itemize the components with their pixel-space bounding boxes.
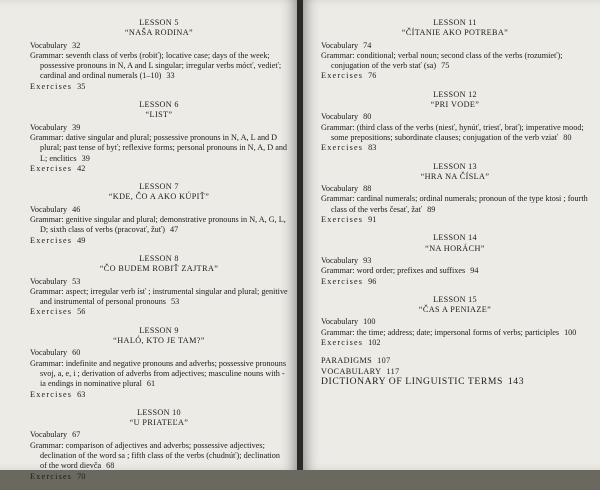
grammar-page: 33 xyxy=(166,71,175,81)
lesson-title: “HALÓ, KTO JE TAM?” xyxy=(113,336,205,346)
lesson-heading: LESSON 7 xyxy=(139,182,179,192)
lesson-title: “ČAS A PENIAZE” xyxy=(418,305,492,315)
vocabulary-page: 39 xyxy=(72,122,81,132)
lesson-heading: LESSON 14 xyxy=(433,233,477,243)
vocabulary-label: Vocabulary xyxy=(30,122,68,132)
vocabulary-line xyxy=(30,41,288,51)
lesson-heading: LESSON 11 xyxy=(433,18,477,27)
vocabulary-line xyxy=(321,41,589,51)
lesson-15-entry xyxy=(321,295,589,348)
grammar-text: Grammar: dative singular and plural; possessive pronouns in N, A, L and D plural; past tense of byť; reflexive forms; personal pronouns in N, A, D and L; enclitics xyxy=(30,132,288,163)
vocabulary-line xyxy=(30,277,288,287)
vocabulary-page: 32 xyxy=(72,40,81,50)
exercises-line xyxy=(321,338,589,348)
vocabulary-page: 100 xyxy=(363,317,376,327)
exercises-page: 35 xyxy=(77,81,86,91)
exercises-line xyxy=(30,164,288,174)
grammar-line xyxy=(30,359,288,390)
lesson-title: “U PRIATEĽA” xyxy=(129,418,189,428)
left-contents-column xyxy=(30,18,288,490)
vocabulary-line xyxy=(30,348,288,358)
exercises-label: Exercises xyxy=(30,307,73,317)
vocabulary-page: 53 xyxy=(72,276,81,286)
vocabulary-label: Vocabulary xyxy=(30,204,68,214)
exercises-line xyxy=(321,143,589,153)
lesson-6-entry xyxy=(30,100,288,174)
vocabulary-label: Vocabulary xyxy=(321,112,359,122)
back-matter xyxy=(321,356,589,387)
lesson-11-entry xyxy=(321,18,589,82)
lesson-title: “LIST” xyxy=(145,110,173,120)
lesson-title: “PRI VODE” xyxy=(430,100,480,110)
grammar-text: Grammar: cardinal numerals; ordinal numerals; pronoun of the type ktosi ; fourth class of the verbs česať, žať xyxy=(321,194,588,214)
lesson-heading: LESSON 12 xyxy=(433,89,477,99)
exercises-page: 56 xyxy=(77,307,86,317)
exercises-label: Exercises xyxy=(321,276,364,286)
exercises-page: 63 xyxy=(77,389,86,399)
lesson-14-entry xyxy=(321,233,589,286)
grammar-text: Grammar: seventh class of verbs (robiť); locative case; days of the week; possessive pronouns in N, A and L singular; irregular verbs mócť, vedieť; cardinal and ordinal numerals (1–10) xyxy=(30,50,282,81)
exercises-line xyxy=(30,307,288,317)
exercises-label: Exercises xyxy=(30,389,73,399)
exercises-page: 49 xyxy=(77,235,86,245)
lesson-heading: LESSON 15 xyxy=(433,294,477,304)
exercises-line xyxy=(321,277,589,287)
dictionary-label: DICTIONARY OF LINGUISTIC TERMS xyxy=(321,375,503,387)
vocabulary-line xyxy=(30,430,288,440)
exercises-page: 76 xyxy=(368,71,377,81)
vocabulary-line xyxy=(321,256,589,266)
lesson-title: “ČO BUDEM ROBIŤ ZAJTRA” xyxy=(99,264,219,274)
grammar-page: 89 xyxy=(427,204,436,214)
grammar-line xyxy=(321,328,589,338)
grammar-line xyxy=(321,266,589,276)
vocabulary-label: Vocabulary xyxy=(30,40,68,50)
grammar-page: 100 xyxy=(564,327,577,337)
grammar-page: 61 xyxy=(146,379,156,389)
grammar-line xyxy=(321,123,589,144)
grammar-text: Grammar: indefinite and negative pronouns and adverbs; possessive pronouns svoj, a, e, i ; derivation of adverbs from adjectives; masculine nouns with -ia endings in nominative plural xyxy=(30,358,287,389)
grammar-text: Grammar: conditional; verbal noun; second class of the verbs (rozumieť); conjugation of the verb stať (sa) xyxy=(321,50,563,71)
vocabulary-page: 74 xyxy=(363,40,372,50)
grammar-page: 68 xyxy=(106,461,115,471)
lesson-heading: LESSON 13 xyxy=(433,161,477,171)
exercises-page: 96 xyxy=(368,276,377,286)
vocabulary-label: Vocabulary xyxy=(321,40,359,50)
vocabulary-label: Vocabulary xyxy=(30,276,68,286)
grammar-line xyxy=(321,51,589,72)
exercises-page: 102 xyxy=(368,338,381,348)
vocabulary-page: 67 xyxy=(72,430,81,440)
dictionary-page: 143 xyxy=(507,375,525,387)
grammar-text: Grammar: aspect; irregular verb ísť ; instrumental singular and plural; genitive and instrumental of personal pronouns xyxy=(30,286,288,307)
grammar-line xyxy=(30,215,288,236)
vocabulary-section-label: VOCABULARY xyxy=(321,366,382,376)
right-contents-column xyxy=(321,18,589,387)
lesson-title: “ČÍTANIE AKO POTREBA” xyxy=(401,28,509,38)
exercises-line xyxy=(30,472,288,482)
lesson-12-entry xyxy=(321,90,589,154)
grammar-text: Grammar: word order; prefixes and suffixes xyxy=(321,266,466,276)
lesson-13-entry xyxy=(321,162,589,226)
lesson-title: “KDE, ČO A AKO KÚPIŤ” xyxy=(108,192,210,202)
exercises-label: Exercises xyxy=(30,163,73,173)
exercises-line xyxy=(321,215,589,225)
lesson-title: “NA HORÁCH” xyxy=(425,243,485,253)
grammar-line xyxy=(321,194,589,215)
exercises-line xyxy=(30,236,288,246)
exercises-label: Exercises xyxy=(321,215,364,225)
grammar-text: Grammar: comparison of adjectives and adverbs; possessive adjectives; declination of the word sa ; fifth class of the verbs (chudnúť); declination of the word dievča xyxy=(30,440,280,471)
grammar-line xyxy=(30,133,288,164)
lesson-10-entry xyxy=(30,408,288,482)
exercises-line xyxy=(321,71,589,81)
lesson-title: “NAŠA RODINA” xyxy=(124,28,194,38)
vocabulary-section-page: 117 xyxy=(386,366,400,376)
exercises-line xyxy=(30,82,288,92)
grammar-text: Grammar: genitive singular and plural; demonstrative pronouns in N, A, G, L, D; sixth class of verbs (pracovať, žuť) xyxy=(30,215,286,235)
dictionary-line xyxy=(321,377,589,387)
vocabulary-line xyxy=(321,317,589,327)
right-page xyxy=(303,0,600,470)
vocabulary-label: Vocabulary xyxy=(321,255,359,265)
lesson-heading: LESSON 5 xyxy=(139,18,179,27)
grammar-page: 47 xyxy=(170,225,179,235)
paradigms-page: 107 xyxy=(377,356,391,366)
grammar-page: 75 xyxy=(441,61,450,71)
grammar-line xyxy=(30,51,288,82)
grammar-text: Grammar: (third class of the verbs (niesť, hynúť, triesť, brať); imperative mood; some prepositions; subordinate clauses; conjugation of the verb vziať xyxy=(321,122,584,142)
grammar-page: 94 xyxy=(470,266,479,276)
exercises-label: Exercises xyxy=(321,338,364,348)
lesson-heading: LESSON 8 xyxy=(139,253,179,263)
exercises-line xyxy=(30,390,288,400)
exercises-page: 91 xyxy=(368,215,377,225)
grammar-line xyxy=(30,287,288,308)
lesson-heading: LESSON 6 xyxy=(139,100,179,110)
exercises-label: Exercises xyxy=(30,235,73,245)
exercises-label: Exercises xyxy=(30,471,73,481)
exercises-page: 83 xyxy=(368,143,377,153)
vocabulary-page: 46 xyxy=(72,204,81,214)
vocabulary-line xyxy=(30,205,288,215)
lesson-heading: LESSON 10 xyxy=(137,407,181,417)
lesson-heading: LESSON 9 xyxy=(139,325,179,335)
vocabulary-page: 88 xyxy=(363,184,372,194)
grammar-line xyxy=(30,441,288,472)
vocabulary-page: 80 xyxy=(363,112,372,122)
vocabulary-page: 93 xyxy=(363,255,372,265)
exercises-page: 42 xyxy=(77,163,86,173)
grammar-page: 39 xyxy=(81,153,90,163)
left-page xyxy=(0,0,297,481)
lesson-9-entry xyxy=(30,326,288,400)
vocabulary-label: Vocabulary xyxy=(30,430,68,440)
vocabulary-label: Vocabulary xyxy=(321,317,359,327)
vocabulary-line xyxy=(321,184,589,194)
exercises-label: Exercises xyxy=(30,81,73,91)
vocabulary-line xyxy=(30,123,288,133)
paradigms-label: PARADIGMS xyxy=(321,356,373,366)
lesson-5-entry xyxy=(30,18,288,92)
exercises-page: 70 xyxy=(77,471,86,481)
vocabulary-line xyxy=(321,112,589,122)
paradigms-line xyxy=(321,356,589,366)
exercises-label: Exercises xyxy=(321,143,364,153)
vocabulary-page: 60 xyxy=(72,348,81,358)
exercises-label: Exercises xyxy=(321,71,364,81)
vocabulary-label: Vocabulary xyxy=(30,348,68,358)
lesson-title: “HRA NA ČÍSLA” xyxy=(420,171,490,181)
grammar-page: 53 xyxy=(170,297,180,307)
lesson-7-entry xyxy=(30,182,288,246)
grammar-page: 80 xyxy=(563,132,572,142)
lesson-8-entry xyxy=(30,254,288,318)
vocabulary-label: Vocabulary xyxy=(321,184,359,194)
grammar-text: Grammar: the time; address; date; impersonal forms of verbs; participles xyxy=(321,327,560,337)
